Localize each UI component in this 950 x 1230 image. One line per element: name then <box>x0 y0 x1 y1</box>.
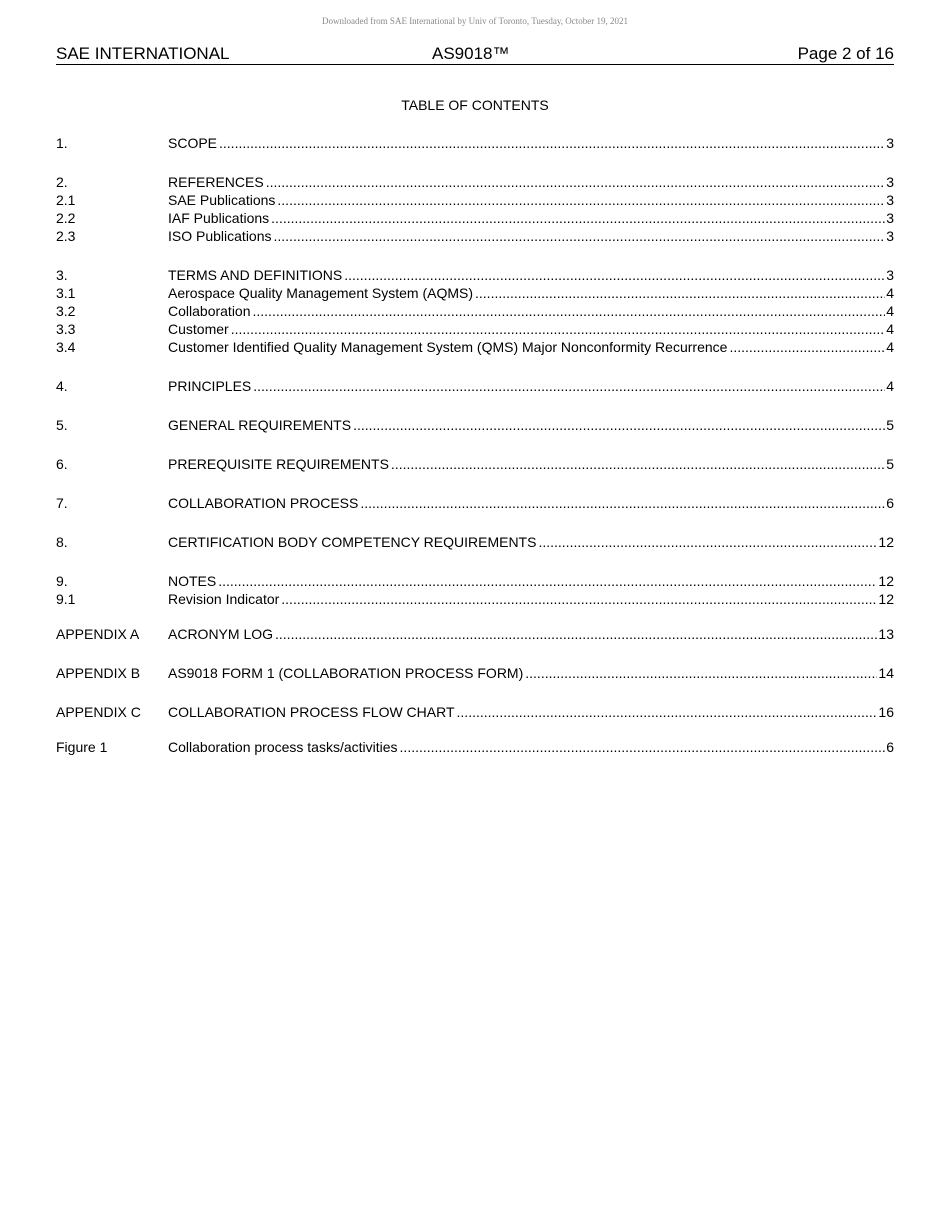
toc-entry-page: 4 <box>886 339 894 355</box>
toc-entry-page: 4 <box>886 285 894 301</box>
toc-entry-label: Collaboration <box>168 303 251 319</box>
toc-entry-page: 3 <box>886 192 894 208</box>
toc-entry-number: 3. <box>56 267 68 283</box>
toc-leader <box>253 377 885 395</box>
toc-entry-number: Figure 1 <box>56 739 108 755</box>
toc-entry-label: PRINCIPLES <box>168 378 252 394</box>
toc-entry-label: AS9018 FORM 1 (COLLABORATION PROCESS FORM) <box>168 665 524 681</box>
toc-entry-label: Customer <box>168 321 229 337</box>
toc-entry-number: 1. <box>56 135 68 151</box>
toc-entry-label: Revision Indicator <box>168 591 280 607</box>
toc-entry[interactable] <box>56 533 894 551</box>
toc-title: TABLE OF CONTENTS <box>401 97 549 113</box>
toc-entry[interactable] <box>56 703 894 721</box>
toc-entry[interactable] <box>56 134 894 152</box>
toc-leader <box>218 572 877 590</box>
toc-entry-number: 3.2 <box>56 303 76 319</box>
toc-entry-page: 6 <box>886 495 894 511</box>
toc-entry-label: Collaboration process tasks/activities <box>168 739 398 755</box>
toc-entry-page: 3 <box>886 228 894 244</box>
toc-entry-page: 4 <box>886 303 894 319</box>
toc-leader <box>475 284 885 302</box>
toc-entry[interactable] <box>56 227 894 245</box>
toc-entry-label: GENERAL REQUIREMENTS <box>168 417 352 433</box>
toc-entry-label: SCOPE <box>168 135 218 151</box>
toc-entry-number: 7. <box>56 495 68 511</box>
toc-entry-page: 14 <box>878 665 894 681</box>
toc-entry-page: 13 <box>878 626 894 642</box>
toc-entry[interactable] <box>56 738 894 756</box>
toc-entry-label: COLLABORATION PROCESS <box>168 495 359 511</box>
toc-entry-page: 5 <box>886 456 894 472</box>
toc-entry-label: NOTES <box>168 573 217 589</box>
toc-entry-page: 3 <box>886 210 894 226</box>
table-of-contents <box>56 134 894 756</box>
toc-entry-number: APPENDIX C <box>56 704 141 720</box>
toc-entry-number: APPENDIX A <box>56 626 140 642</box>
toc-entry[interactable] <box>56 590 894 608</box>
toc-entry[interactable] <box>56 494 894 512</box>
toc-entry-page: 3 <box>886 267 894 283</box>
toc-leader <box>344 266 885 284</box>
toc-entry-page: 6 <box>886 739 894 755</box>
toc-entry-number: 8. <box>56 534 68 550</box>
toc-entry[interactable] <box>56 173 894 191</box>
toc-entry[interactable] <box>56 320 894 338</box>
toc-leader <box>277 191 885 209</box>
toc-entry-number: 4. <box>56 378 68 394</box>
toc-leader <box>538 533 877 551</box>
toc-entry-number: 5. <box>56 417 68 433</box>
toc-entry-label: TERMS AND DEFINITIONS <box>168 267 343 283</box>
toc-entry[interactable] <box>56 209 894 227</box>
toc-entry-page: 4 <box>886 378 894 394</box>
toc-entry-label: IAF Publications <box>168 210 270 226</box>
toc-entry[interactable] <box>56 338 894 356</box>
toc-leader <box>281 590 877 608</box>
toc-entry-number: 2.2 <box>56 210 76 226</box>
toc-entry[interactable] <box>56 191 894 209</box>
toc-entry-label: CERTIFICATION BODY COMPETENCY REQUIREMENTS <box>168 534 537 550</box>
toc-entry-number: 9. <box>56 573 68 589</box>
toc-entry-label: SAE Publications <box>168 192 276 208</box>
toc-entry-number: 3.3 <box>56 321 76 337</box>
toc-entry-label: Customer Identified Quality Management System (QMS) Major Nonconformity Recurrence <box>168 339 728 355</box>
download-watermark: Downloaded from SAE International by Univ of Toronto, Tuesday, October 19, 2021 <box>321 16 629 26</box>
toc-entry[interactable] <box>56 377 894 395</box>
toc-entry-number: 2. <box>56 174 68 190</box>
toc-entry-number: 3.4 <box>56 339 76 355</box>
toc-leader <box>219 134 885 152</box>
page-header <box>56 44 894 65</box>
header-doc-id: AS9018™ <box>432 44 510 63</box>
toc-leader <box>231 320 886 338</box>
toc-entry[interactable] <box>56 266 894 284</box>
toc-entry-label: PREREQUISITE REQUIREMENTS <box>168 456 389 472</box>
toc-entry-page: 3 <box>886 174 894 190</box>
toc-leader <box>360 494 885 512</box>
toc-entry[interactable] <box>56 455 894 473</box>
toc-entry-label: REFERENCES <box>168 174 264 190</box>
toc-entry[interactable] <box>56 284 894 302</box>
toc-entry-page: 5 <box>886 417 894 433</box>
toc-entry-label: ISO Publications <box>168 228 272 244</box>
toc-entry-number: 2.3 <box>56 228 76 244</box>
toc-leader <box>729 338 885 356</box>
toc-entry-number: 3.1 <box>56 285 76 301</box>
header-page-number: Page 2 of 16 <box>797 44 894 63</box>
toc-entry[interactable] <box>56 625 894 643</box>
toc-entry-label: ACRONYM LOG <box>168 626 274 642</box>
toc-entry-page: 4 <box>886 321 894 337</box>
toc-leader <box>391 455 885 473</box>
toc-entry-page: 12 <box>878 534 894 550</box>
toc-entry-page: 3 <box>886 135 894 151</box>
toc-entry-label: Aerospace Quality Management System (AQMS) <box>168 285 474 301</box>
toc-entry[interactable] <box>56 572 894 590</box>
toc-leader <box>457 703 878 721</box>
toc-entry-number: 9.1 <box>56 591 76 607</box>
toc-entry[interactable] <box>56 302 894 320</box>
toc-entry[interactable] <box>56 416 894 434</box>
toc-entry-page: 12 <box>878 573 894 589</box>
toc-entry-number: 6. <box>56 456 68 472</box>
toc-leader <box>353 416 885 434</box>
toc-entry-label: COLLABORATION PROCESS FLOW CHART <box>168 704 455 720</box>
toc-leader <box>400 738 886 756</box>
toc-leader <box>271 209 885 227</box>
toc-leader <box>266 173 886 191</box>
toc-entry[interactable] <box>56 664 894 682</box>
toc-entry-page: 16 <box>878 704 894 720</box>
toc-leader <box>525 664 877 682</box>
toc-leader <box>274 227 886 245</box>
toc-entry-number: APPENDIX B <box>56 665 141 681</box>
toc-leader <box>275 625 877 643</box>
toc-leader <box>253 302 886 320</box>
toc-entry-page: 12 <box>878 591 894 607</box>
toc-entry-number: 2.1 <box>56 192 76 208</box>
header-org: SAE INTERNATIONAL <box>56 44 230 63</box>
